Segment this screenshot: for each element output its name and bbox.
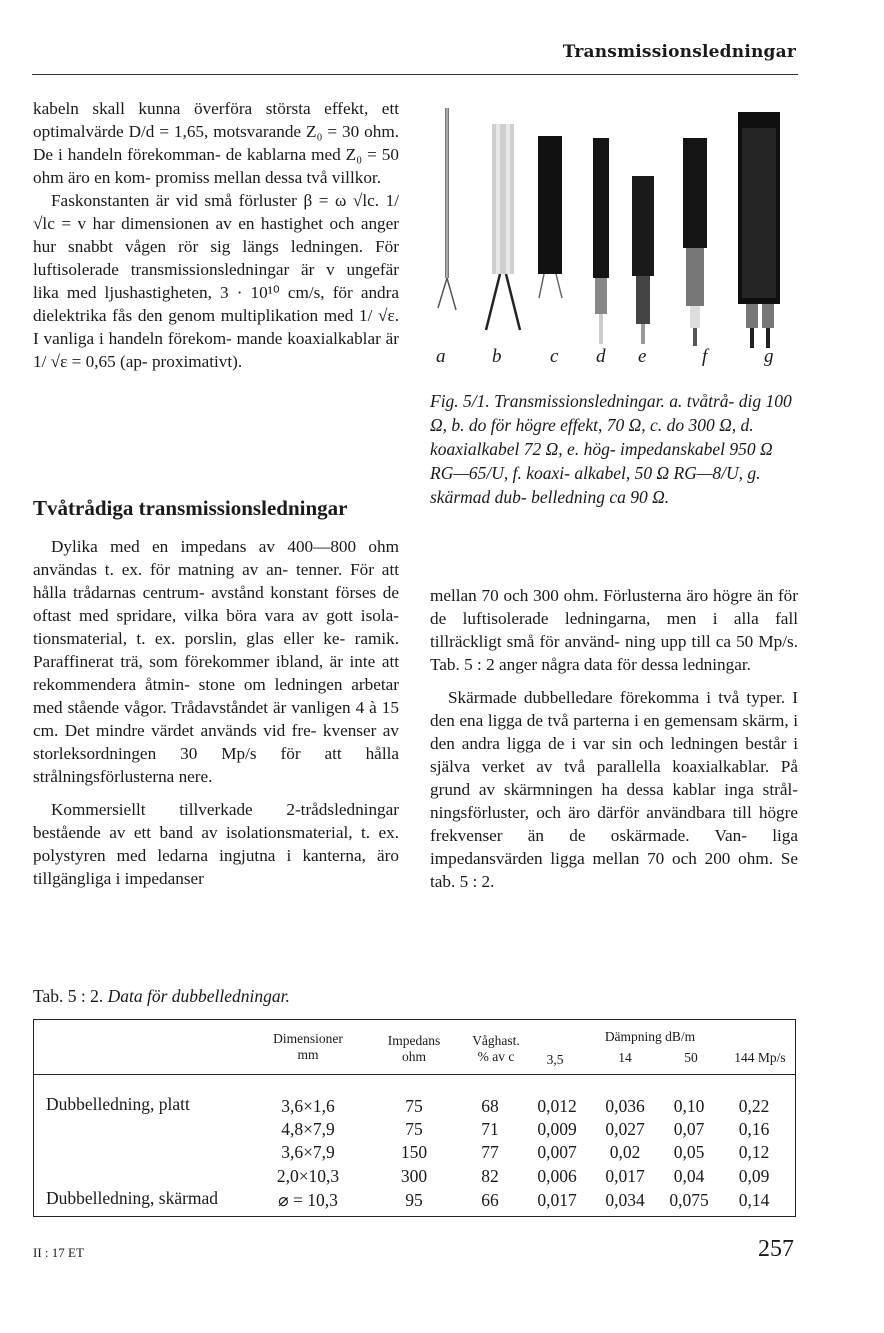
paragraph: Skärmade dubbelledare förekomma i två typer. I den ena ligga de två parterna i en gemensam skärm, i den andra ligga de i var sin och ledningen består i själva verket av två parallella koaxialkablar. På grund av skärmningen ha dessa kablar inga strål- ningsförluster, och äro därför användbara till högre frekvenser än de oskärmade. Van- liga impedansvärden ligga mellan 70 och 200 ohm. Se tab. 5 : 2. — [430, 688, 798, 891]
cell-d3: 0,05 — [673, 1142, 705, 1162]
left-column-bottom — [33, 535, 399, 890]
figure-caption: Fig. 5/1. Transmissionsledningar. a. tvåtrå- dig 100 Ω, b. do för högre effekt, 70 Ω, c. do 300 Ω, d. koaxialkabel 72 Ω, e. hög- impedanskabel 950 Ω RG—65/U, f. koaxi- alkabel, 50 Ω RG—8/U, g. skärmad dub- belledning ca 90 Ω. — [430, 391, 792, 507]
figure-label: e — [638, 346, 647, 367]
printer-signature: II : 17 ET — [33, 1245, 84, 1260]
figure-labels — [430, 346, 800, 372]
cell-d1: 0,006 — [537, 1166, 577, 1186]
cell-vel: 71 — [481, 1119, 499, 1139]
header-rule — [32, 74, 798, 75]
cell-d4: 0,12 — [738, 1142, 770, 1162]
cell-d4: 0,09 — [738, 1166, 770, 1186]
header-freq: 14 — [618, 1050, 632, 1065]
row-label: Dubbelledning, skärmad — [46, 1188, 219, 1208]
cell-d4: 0,14 — [738, 1190, 770, 1210]
cell-d1: 0,009 — [537, 1119, 577, 1139]
header-dimensions: Dimensioner mm — [273, 1031, 343, 1062]
figure-label: a — [436, 346, 446, 367]
paragraph: mellan 70 och 300 ohm. Förlusterna äro högre än för de luftisolerade ledningarna, men i alla fall tillräckligt små för använd- ning upp till ca 50 Mp/s. Tab. 5 : 2 anger några data för dessa ledningar. — [430, 586, 798, 674]
cell-d3: 0,075 — [669, 1190, 709, 1210]
row-label: Dubbelledning, platt — [46, 1094, 190, 1114]
table-rule-left — [33, 1019, 34, 1217]
cable-f — [683, 138, 707, 346]
table-caption — [33, 986, 290, 1007]
paragraph: Faskonstanten är vid små förluster β = ω √lc. 1/√lc = v har dimensionen av en hastighet och anger hur snabbt vågen rör sig längs ledningen. För luftisolerade transmissionsledningar är v ungefär lika med ljushastigheten, 3 · 10¹⁰ cm/s, för andra dielektrika fås den genom multiplikation med 1/ √ε. I vanliga i handeln förekom- mande koaxialkablar är 1/ √ε = 0,65 (ap- proximativt). — [33, 191, 399, 371]
header-velocity: Våghast. % av c — [472, 1033, 520, 1064]
cell-vel: 77 — [481, 1142, 499, 1162]
cell-imp: 300 — [400, 1166, 428, 1186]
cell-vel: 68 — [481, 1096, 499, 1116]
figure-label: c — [550, 346, 559, 367]
running-title: Transmissionsledningar — [562, 42, 796, 62]
header-freq: 50 — [684, 1050, 698, 1065]
table-rule-bottom — [33, 1216, 796, 1217]
cell-vel: 82 — [481, 1166, 499, 1186]
header-freq: 3,5 — [546, 1052, 564, 1067]
cell-dim: 2,0×10,3 — [276, 1166, 340, 1186]
left-column-top — [33, 97, 399, 373]
cable-b — [486, 124, 520, 330]
cell-dim: 4,8×7,9 — [281, 1119, 335, 1139]
cell-d2: 0,027 — [605, 1119, 645, 1139]
table-rule-right — [795, 1019, 796, 1217]
cell-d2: 0,02 — [609, 1142, 641, 1162]
cell-dim: ⌀ = 10,3 — [278, 1190, 338, 1210]
cell-d1: 0,012 — [537, 1096, 577, 1116]
cell-dim: 3,6×1,6 — [281, 1096, 335, 1116]
table-caption-title: Data för dubbelledningar. — [107, 986, 290, 1006]
table-caption-label: Tab. 5 : 2. — [33, 986, 104, 1006]
cell-vel: 66 — [481, 1190, 499, 1210]
cell-imp: 150 — [400, 1142, 428, 1162]
cell-d2: 0,036 — [605, 1096, 645, 1116]
cell-d3: 0,04 — [673, 1166, 705, 1186]
cable-c — [538, 136, 562, 298]
cell-imp: 75 — [405, 1096, 423, 1116]
figure-label: b — [492, 346, 502, 367]
cell-d3: 0,10 — [673, 1096, 705, 1116]
header-damping: Dämpning dB/m — [604, 1029, 696, 1044]
paragraph: Dylika med en impedans av 400—800 ohm användas t. ex. för matning av an- tenner. För att hålla trådarnas centrum- avstånd konstant förses de oftast med spridare, vilka böra vara av gott isola- tionsmaterial, t. ex. porslin, glas eller ke- ramik. Paraffinerat trä, som förekommer ibland, är inte att rekommendera åtmin- stone om ledningen arbetar med stående vågor. Trådavståndet är vanligen 4 à 15 cm. Det mindre värdet används vid fre- kvenser av storleksordningen 30 Mp/s för att hålla strålningsförlusterna nere. — [33, 537, 399, 786]
cell-d4: 0,16 — [738, 1119, 770, 1139]
cable-g — [738, 112, 780, 348]
cell-d2: 0,017 — [605, 1166, 645, 1186]
cable-a — [438, 108, 456, 310]
section-heading: Tvåtrådiga transmissionsledningar — [33, 496, 348, 520]
cell-dim: 3,6×7,9 — [281, 1142, 335, 1162]
cable-photo — [420, 98, 800, 356]
figure-label: g — [764, 346, 774, 367]
cable-e — [632, 176, 654, 344]
header-impedance: Impedans ohm — [387, 1033, 441, 1064]
right-column-bottom — [430, 584, 798, 893]
header-freq: 144 Mp/s — [734, 1050, 786, 1065]
table-rule-top — [33, 1019, 796, 1020]
page-number: 257 — [758, 1236, 794, 1262]
cell-d2: 0,034 — [605, 1190, 645, 1210]
cell-d1: 0,007 — [537, 1142, 577, 1162]
cell-imp: 75 — [405, 1119, 423, 1139]
figure-label: f — [702, 346, 708, 367]
cell-d4: 0,22 — [738, 1096, 770, 1116]
table-rule-header — [33, 1074, 796, 1075]
paragraph: kabeln skall kunna överföra största effekt, ett optimalvärde D/d = 1,65, motsvarande Z₀ = 30 ohm. De i handeln förekomman- de kablarna med Z₀ = 50 ohm äro en kom- promiss mellan dessa två villkor. — [33, 99, 399, 187]
cell-d3: 0,07 — [673, 1119, 705, 1139]
paragraph: Kommersiellt tillverkade 2-trådsledningar bestående av ett band av isolationsmaterial, t. ex. polystyren med ledarna ingjutna i kanterna, äro tillgängliga i impedanser — [33, 800, 399, 888]
cell-d1: 0,017 — [537, 1190, 577, 1210]
figure-label: d — [596, 346, 606, 367]
cable-d — [593, 138, 609, 344]
cell-imp: 95 — [405, 1190, 423, 1210]
